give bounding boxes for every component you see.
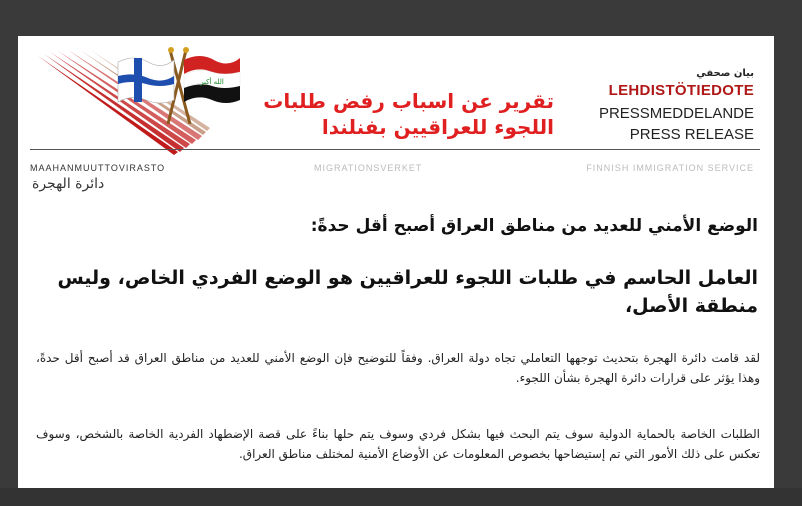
press-label-english: PRESS RELEASE (629, 126, 754, 143)
agency-name-english: FINNISH IMMIGRATION SERVICE (586, 163, 754, 173)
press-label-arabic: بيان صحفي (696, 68, 754, 79)
press-label-finnish: LEHDISTÖTIEDOTE (608, 82, 754, 99)
paragraph-individual-assessment: الطلبات الخاصة بالحماية الدولية سوف يتم البحث فيها بشكل فردي وسوف يتم حلها بناءً على قصة الإضطهاد الفردية الخاصة بالشخص، وسوف تعكس على ذلك الأمور التي تم إستيضاحها بخصوص المعلومات عن الأوضاع الأمنية لمختلف مناطق العراق. (36, 427, 760, 461)
flag-inscription: الله أكبر (200, 78, 224, 86)
heading-security-situation: الوضع الأمني للعديد من مناطق العراق أصبح أقل حدةً: (310, 216, 758, 236)
press-label-swedish: PRESSMEDDELANDE (598, 105, 754, 122)
headline-line-2: اللجوء للعراقيين بفنلندا (321, 115, 554, 139)
agency-name-swedish: MIGRATIONSVERKET (314, 163, 423, 173)
paragraph-policy-update: لقد قامت دائرة الهجرة بتحديث توجهها التعاملي تجاه دولة العراق. وفقاً للتوضيح فإن الوضع الأمني للعديد من مناطق العراق قد أصبح أقل حدةً، وهذا يؤثر على قرارات دائرة الهجرة بشأن اللجوء. (36, 351, 760, 385)
headline (254, 88, 554, 140)
agency-name-finnish: MAAHANMUUTTOVIRASTO (30, 163, 166, 173)
finland-iraq-flags-icon (114, 44, 244, 124)
heading-decisive-factor: العامل الحاسم في طلبات اللجوء للعراقيين هو الوضع الفردي الخاص، وليس منطقة الأصل، (57, 267, 758, 317)
press-release-document (18, 36, 774, 488)
header-divider (30, 149, 760, 150)
agency-name-arabic: دائرة الهجرة (32, 176, 105, 192)
viewer-frame-bottom (0, 488, 802, 506)
headline-line-1: تقرير عن اسباب رفض طلبات (263, 89, 554, 113)
